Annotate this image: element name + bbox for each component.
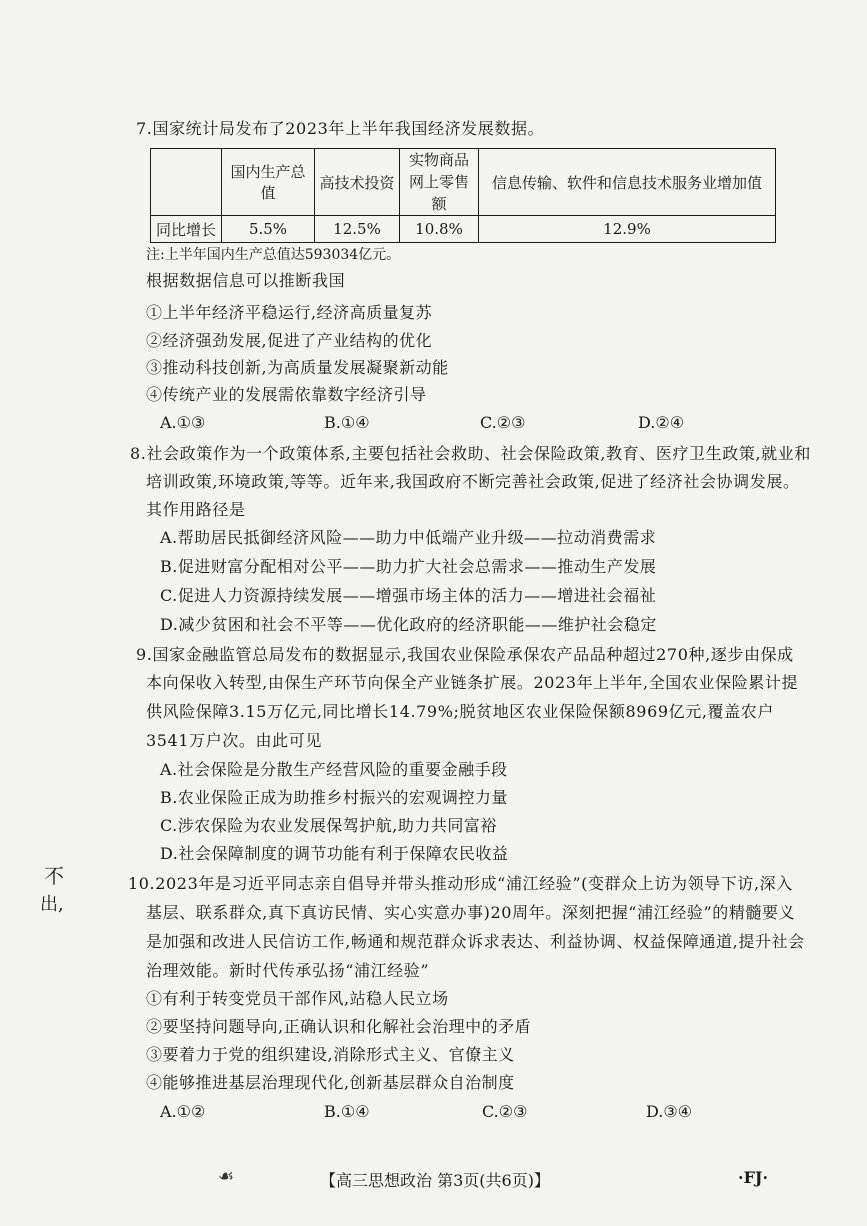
q9-option-b: B.农业保险正成为助推乡村振兴的宏观调控力量 (160, 788, 508, 807)
page-footer-title: 【高三思想政治 第3页(共6页)】 (320, 1171, 550, 1190)
table-cell: 5.5% (222, 216, 315, 243)
choice-b: B.①④ (324, 1102, 370, 1121)
table-header-online-retail: 实物商品网上零售额 (400, 149, 479, 216)
margin-text: 出, (40, 894, 64, 915)
q9-option-d: D.社会保障制度的调节功能有利于保障农民收益 (160, 844, 509, 863)
q8-option-c: C.促进人力资源持续发展——增强市场主体的活力——增进社会福祉 (160, 586, 657, 605)
table-header-it-services: 信息传输、软件和信息技术服务业增加值 (479, 149, 776, 216)
table-row (151, 216, 776, 243)
table-header-blank (151, 149, 222, 216)
choice-c: C.②③ (480, 413, 526, 432)
q10-statement: ③要着力于党的组织建设,消除形式主义、官僚主义 (146, 1045, 515, 1064)
table-cell: 10.8% (400, 216, 479, 243)
q10-statement: ①有利于转变党员干部作风,站稳人民立场 (146, 989, 449, 1008)
q7-data-table (150, 148, 776, 243)
choice-c: C.②③ (482, 1102, 528, 1121)
margin-text: 不 (44, 864, 64, 888)
q7-statement: ②经济强劲发展,促进了产业结构的优化 (146, 331, 433, 350)
q10-statement: ②要坚持问题导向,正确认识和化解社会治理中的矛盾 (146, 1017, 532, 1036)
q9-option-c: C.涉农保险为农业发展保驾护航,助力共同富裕 (160, 816, 497, 835)
choice-d: D.②④ (638, 413, 685, 432)
scan-mark-icon: ☙ (218, 1166, 235, 1187)
table-header-row (151, 149, 776, 216)
q7-stem: 7.国家统计局发布了2023年上半年我国经济发展数据。 (136, 119, 545, 138)
q10-stem-line: 基层、联系群众,真下真访民情、实心实意办事)20周年。深刻把握“浦江经验”的精髓要义 (146, 903, 796, 922)
q7-statement: ④传统产业的发展需依靠数字经济引导 (146, 385, 427, 404)
q8-stem-line: 8.社会政策作为一个政策体系,主要包括社会救助、社会保险政策,教育、医疗卫生政策,就业和 (130, 444, 811, 463)
q10-stem-line: 10.2023年是习近平同志亲自倡导并带头推动形成“浦江经验”(变群众上访为领导下访,深入 (128, 874, 793, 893)
table-cell: 12.5% (315, 216, 400, 243)
q10-stem-line: 是加强和改进人民信访工作,畅通和规范群众诉求表达、利益协调、权益保障通道,提升社会 (146, 932, 805, 951)
q9-stem-line: 9.国家金融监管总局发布的数据显示,我国农业保险承保农产品品种超过270种,逐步由保成 (136, 645, 794, 664)
choice-b: B.①④ (324, 413, 370, 432)
q9-stem-line: 3541万户次。由此可见 (146, 731, 322, 750)
q7-note: 注:上半年国内生产总值达593034亿元。 (146, 247, 401, 263)
q8-option-d: D.减少贫困和社会不平等——优化政府的经济职能——维护社会稳定 (160, 615, 657, 634)
page-footer-code: ·FJ· (738, 1168, 769, 1187)
q8-option-b: B.促进财富分配相对公平——助力扩大社会总需求——推动生产发展 (160, 557, 657, 576)
q7-statement: ③推动科技创新,为高质量发展凝聚新动能 (146, 358, 449, 377)
q7-statement: ①上半年经济平稳运行,经济高质量复苏 (146, 303, 433, 322)
table-cell-label: 同比增长 (151, 216, 222, 243)
choice-d: D.③④ (646, 1102, 693, 1121)
choice-a: A.①② (160, 1102, 206, 1121)
q8-option-a: A.帮助居民抵御经济风险——助力中低端产业升级——拉动消费需求 (160, 528, 657, 547)
q10-stem-line: 治理效能。新时代传承弘扬“浦江经验” (146, 961, 430, 980)
q8-stem-line: 其作用路径是 (146, 500, 246, 519)
q10-statement: ④能够推进基层治理现代化,创新基层群众自治制度 (146, 1073, 515, 1092)
q9-stem-line: 供风险保障3.15万亿元,同比增长14.79%;脱贫地区农业保险保额8969亿元,覆盖农户 (146, 702, 774, 721)
choice-a: A.①③ (160, 413, 206, 432)
table-cell: 12.9% (479, 216, 776, 243)
table-header-gdp: 国内生产总值 (222, 149, 315, 216)
q7-prompt: 根据数据信息可以推断我国 (146, 271, 346, 290)
table-header-hightech: 高技术投资 (315, 149, 400, 216)
q9-stem-line: 本向保收入转型,由保生产环节向保全产业链条扩展。2023年上半年,全国农业保险累计提 (146, 673, 799, 692)
q9-option-a: A.社会保险是分散生产经营风险的重要金融手段 (160, 760, 508, 779)
q8-stem-line: 培训政策,环境政策,等等。近年来,我国政府不断完善社会政策,促进了经济社会协调发展。 (146, 472, 800, 491)
